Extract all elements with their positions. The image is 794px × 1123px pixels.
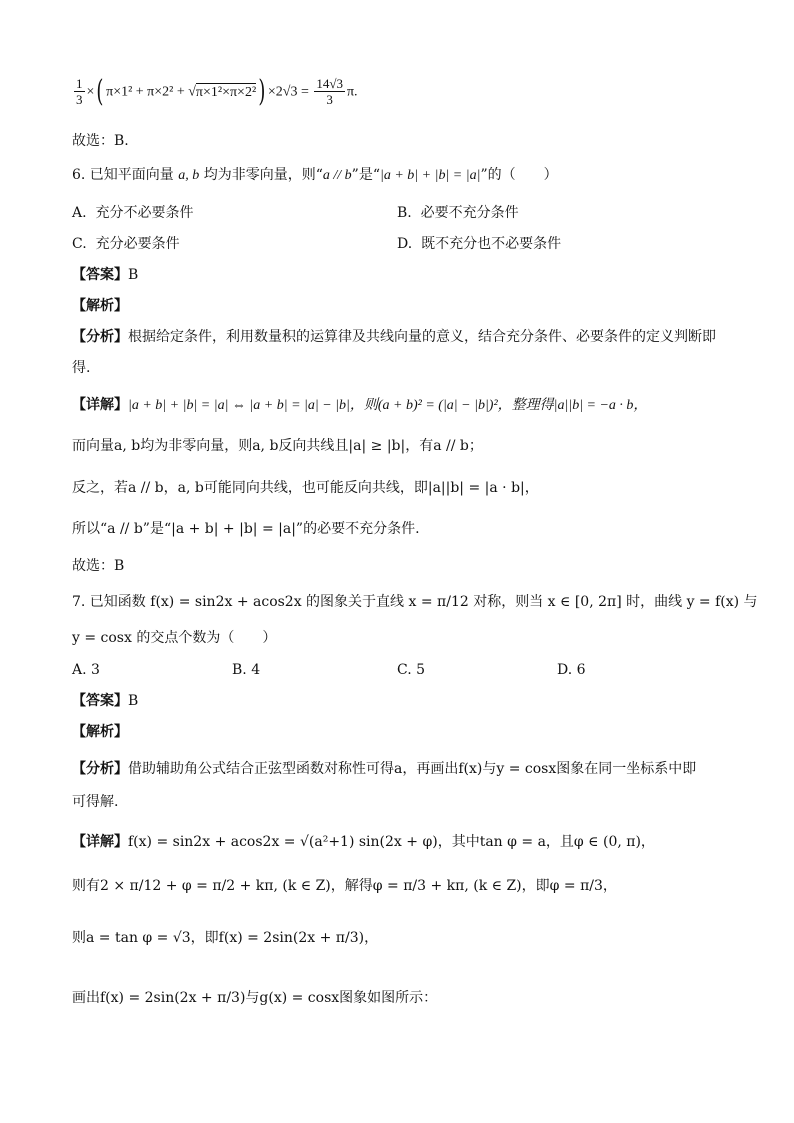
q6-detail-4: 所以“a // b”是“|a + b| + |b| = |a|”的必要不充分条件. <box>72 521 420 537</box>
q7-option-a: A. 3 <box>72 662 100 678</box>
q7-option-d: D. 6 <box>557 662 586 678</box>
q6-choice: 故选：B <box>72 558 125 574</box>
q7-detail-1: 【详解】f(x) = sin2x + acos2x = √(a²+1) sin(2x + φ)，其中tan φ = a，且φ ∈ (0, π)， <box>72 834 655 850</box>
q7-detail-4: 画出f(x) = 2sin(2x + π/3)与g(x) = cosx图象如图所示： <box>72 990 438 1006</box>
q6-option-d: D. 既不充分也不必要条件 <box>397 236 562 252</box>
q7-fenxi-1: 【分析】借助辅助角公式结合正弦型函数对称性可得a，再画出f(x)与y = cosx图象在同一坐标系中即 <box>72 761 697 777</box>
q6-fenxi: 【分析】根据给定条件，利用数量积的运算律及共线向量的意义，结合充分条件、必要条件的定义判断即 <box>72 329 716 345</box>
q6-answer: 【答案】B <box>72 267 139 283</box>
q6-option-b: B. 必要不充分条件 <box>397 205 519 221</box>
q7-stem-1: 7. 已知函数 f(x) = sin2x + acos2x 的图象关于直线 x = π/12 对称，则当 x ∈ [0, 2π] 时，曲线 y = f(x) 与 <box>72 594 758 610</box>
q6-detail-3: 反之，若a // b，a, b可能同向共线，也可能反向共线，即|a||b| = |a · b|， <box>72 480 539 496</box>
q6-fenxi-cont: 得. <box>72 360 91 376</box>
q6-option-c: C. 充分必要条件 <box>72 236 180 252</box>
q7-option-b: B. 4 <box>232 662 261 678</box>
q7-answer: 【答案】B <box>72 693 139 709</box>
q7-stem-2: y = cosx 的交点个数为（ ） <box>72 630 277 646</box>
q6-analysis-tag: 【解析】 <box>72 298 128 314</box>
q6-detail-1: 【详解】|a + b| + |b| = |a| ⇔ |a + b| = |a| − |b|，则(a + b)² = (|a| − |b|)²，整理得|a||b| = −a · b， <box>72 397 648 413</box>
q7-analysis-tag: 【解析】 <box>72 724 128 740</box>
q7-detail-2: 则有2 × π/12 + φ = π/2 + kπ, (k ∈ Z)，解得φ = π/3 + kπ, (k ∈ Z)，即φ = π/3， <box>72 878 617 894</box>
q5-choice: 故选：B. <box>72 133 129 149</box>
q6-option-a: A. 充分不必要条件 <box>72 205 194 221</box>
q6-detail-2: 而向量a, b均为非零向量，则a, b反向共线且|a| ≥ |b|，有a // b； <box>72 438 483 454</box>
q7-detail-3: 则a = tan φ = √3，即f(x) = 2sin(2x + π/3)， <box>72 930 379 946</box>
q6-stem: 6. 已知平面向量 a, b 均为非零向量，则“a // b”是“|a + b| + |b| = |a|”的（ ） <box>72 167 558 183</box>
q7-fenxi-2: 可得解. <box>72 794 119 810</box>
top-formula: $\frac{1}{3}$ ×( π×1² + π×2² + √π×1²×π×2²) ×2√3 = $\frac{14√3}{3}$ π. <box>76 73 358 109</box>
q7-option-c: C. 5 <box>397 662 426 678</box>
